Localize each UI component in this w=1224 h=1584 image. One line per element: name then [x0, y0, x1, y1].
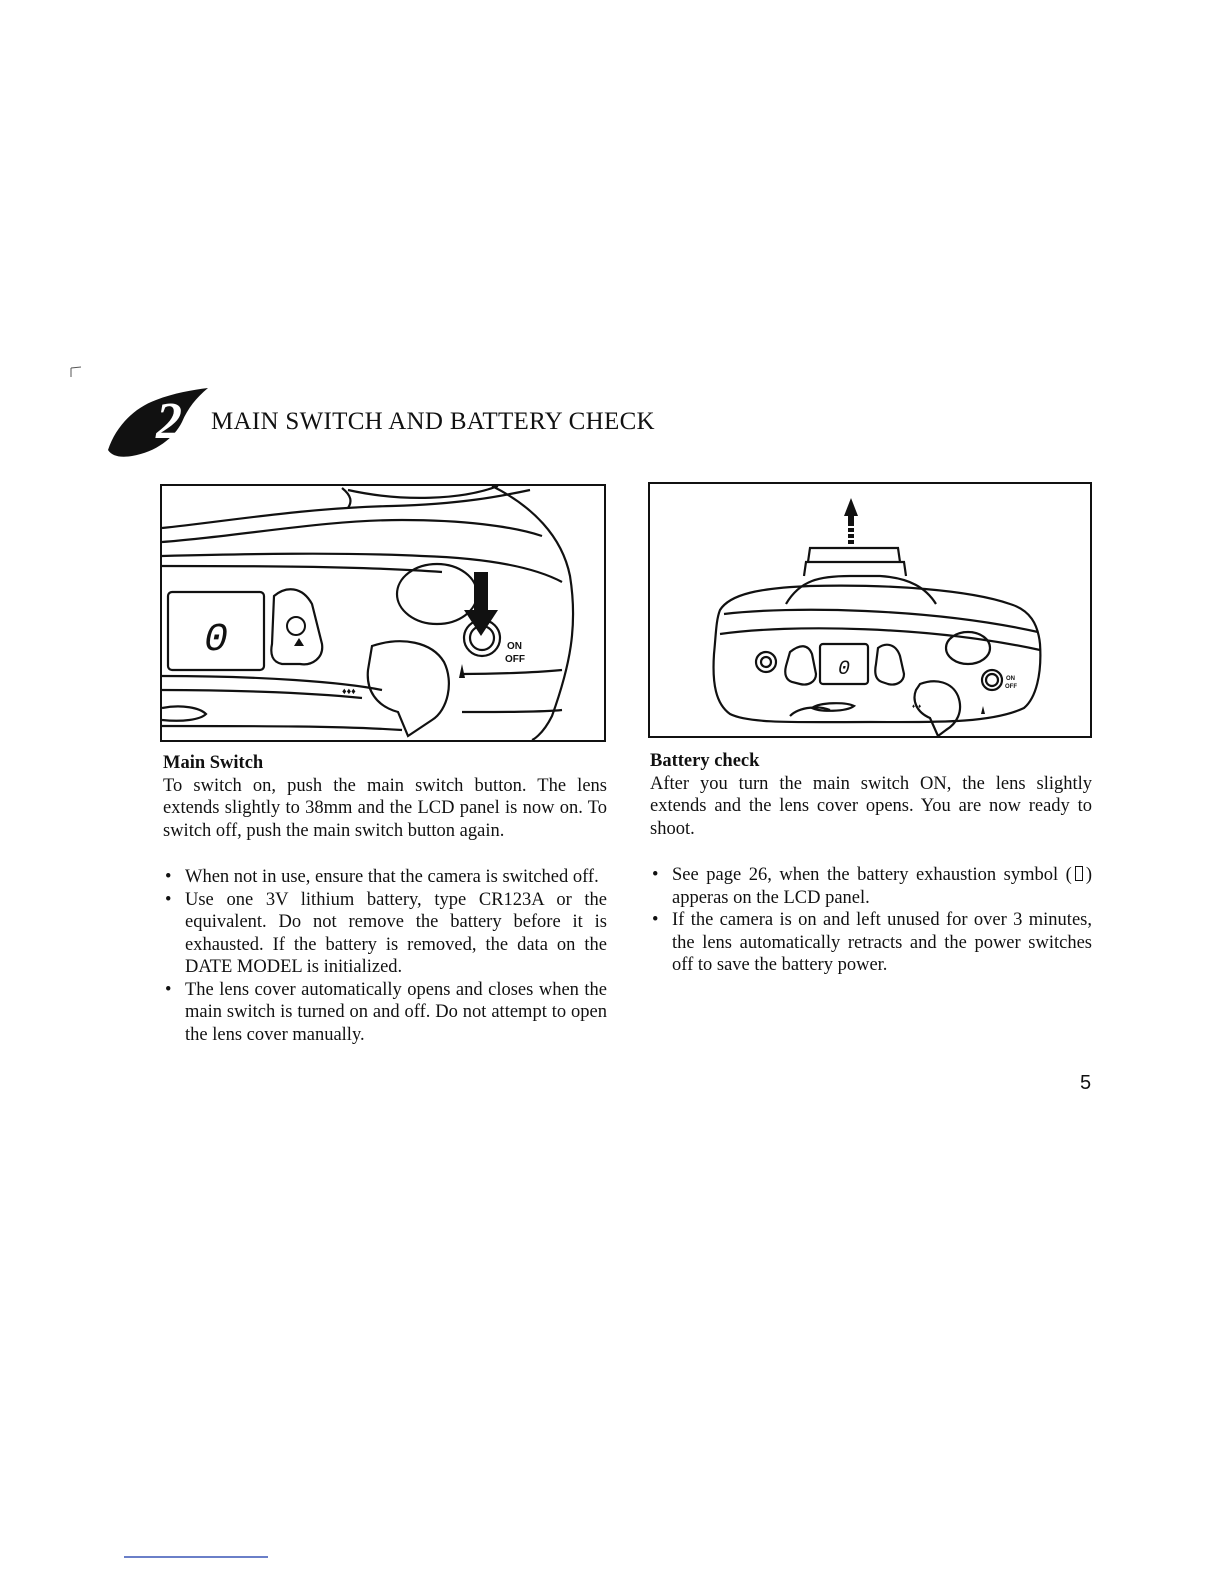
- battery-check-section: [650, 750, 1092, 977]
- svg-text:♦♦♦: ♦♦♦: [342, 686, 356, 696]
- lcd-digit: 0: [203, 618, 229, 663]
- lcd-digit: 0: [837, 658, 851, 681]
- bullet-list: [650, 864, 1092, 977]
- camera-top-view-figure: [650, 484, 1090, 736]
- bullet-list: [163, 866, 607, 1046]
- battery-exhaustion-icon: [1075, 866, 1083, 881]
- main-switch-section: [163, 752, 607, 1046]
- chapter-number: 2: [156, 393, 182, 450]
- list-item: [650, 864, 1092, 909]
- page-title: MAIN SWITCH AND BATTERY CHECK: [211, 408, 655, 435]
- arrow-up-icon: [844, 498, 858, 544]
- switch-label-on: ON: [1006, 676, 1015, 682]
- svg-text:♦♦♦: ♦♦♦: [912, 704, 922, 710]
- switch-label-on: ON: [507, 641, 522, 652]
- section-subtitle: Main Switch: [163, 753, 264, 773]
- corner-mark: [70, 366, 82, 378]
- switch-label-off: OFF: [505, 654, 525, 665]
- chapter-number-icon: [104, 378, 214, 458]
- section-body: To switch on, push the main switch button. The lens extends slightly to 38mm and the LCD panel is now on. To switch off, push the main switch button again.: [163, 775, 607, 841]
- battery-check-illustration: [648, 482, 1092, 738]
- list-item: • The lens cover automatically opens and closes when the main switch is turned on and off. Do not attempt to open the lens cover manually.: [163, 979, 607, 1047]
- bottom-rule: [124, 1556, 268, 1558]
- page-number: 5: [1080, 1072, 1092, 1094]
- list-item: • When not in use, ensure that the camera is switched off.: [163, 866, 607, 889]
- camera-top-closeup-figure: [162, 486, 604, 740]
- list-item: • If the camera is on and left unused for over 3 minutes, the lens automatically retracts and the power switches off to save the battery power.: [650, 909, 1092, 977]
- section-body: After you turn the main switch ON, the lens slightly extends and the lens cover opens. You are now ready to shoot.: [650, 773, 1092, 839]
- main-switch-illustration: [160, 484, 606, 742]
- section-subtitle: Battery check: [650, 751, 760, 771]
- section-heading: [104, 378, 804, 458]
- list-item: • Use one 3V lithium battery, type CR123A or the equivalent. Do not remove the battery before it is exhausted. If the battery is removed, the data on the DATE MODEL is initialized.: [163, 889, 607, 979]
- bullet-text-end: ) apperas on the LCD panel.: [672, 865, 1092, 908]
- switch-label-off: OFF: [1005, 684, 1017, 690]
- bullet-text-start: See page 26, when the battery exhaustion symbol (: [672, 865, 1072, 885]
